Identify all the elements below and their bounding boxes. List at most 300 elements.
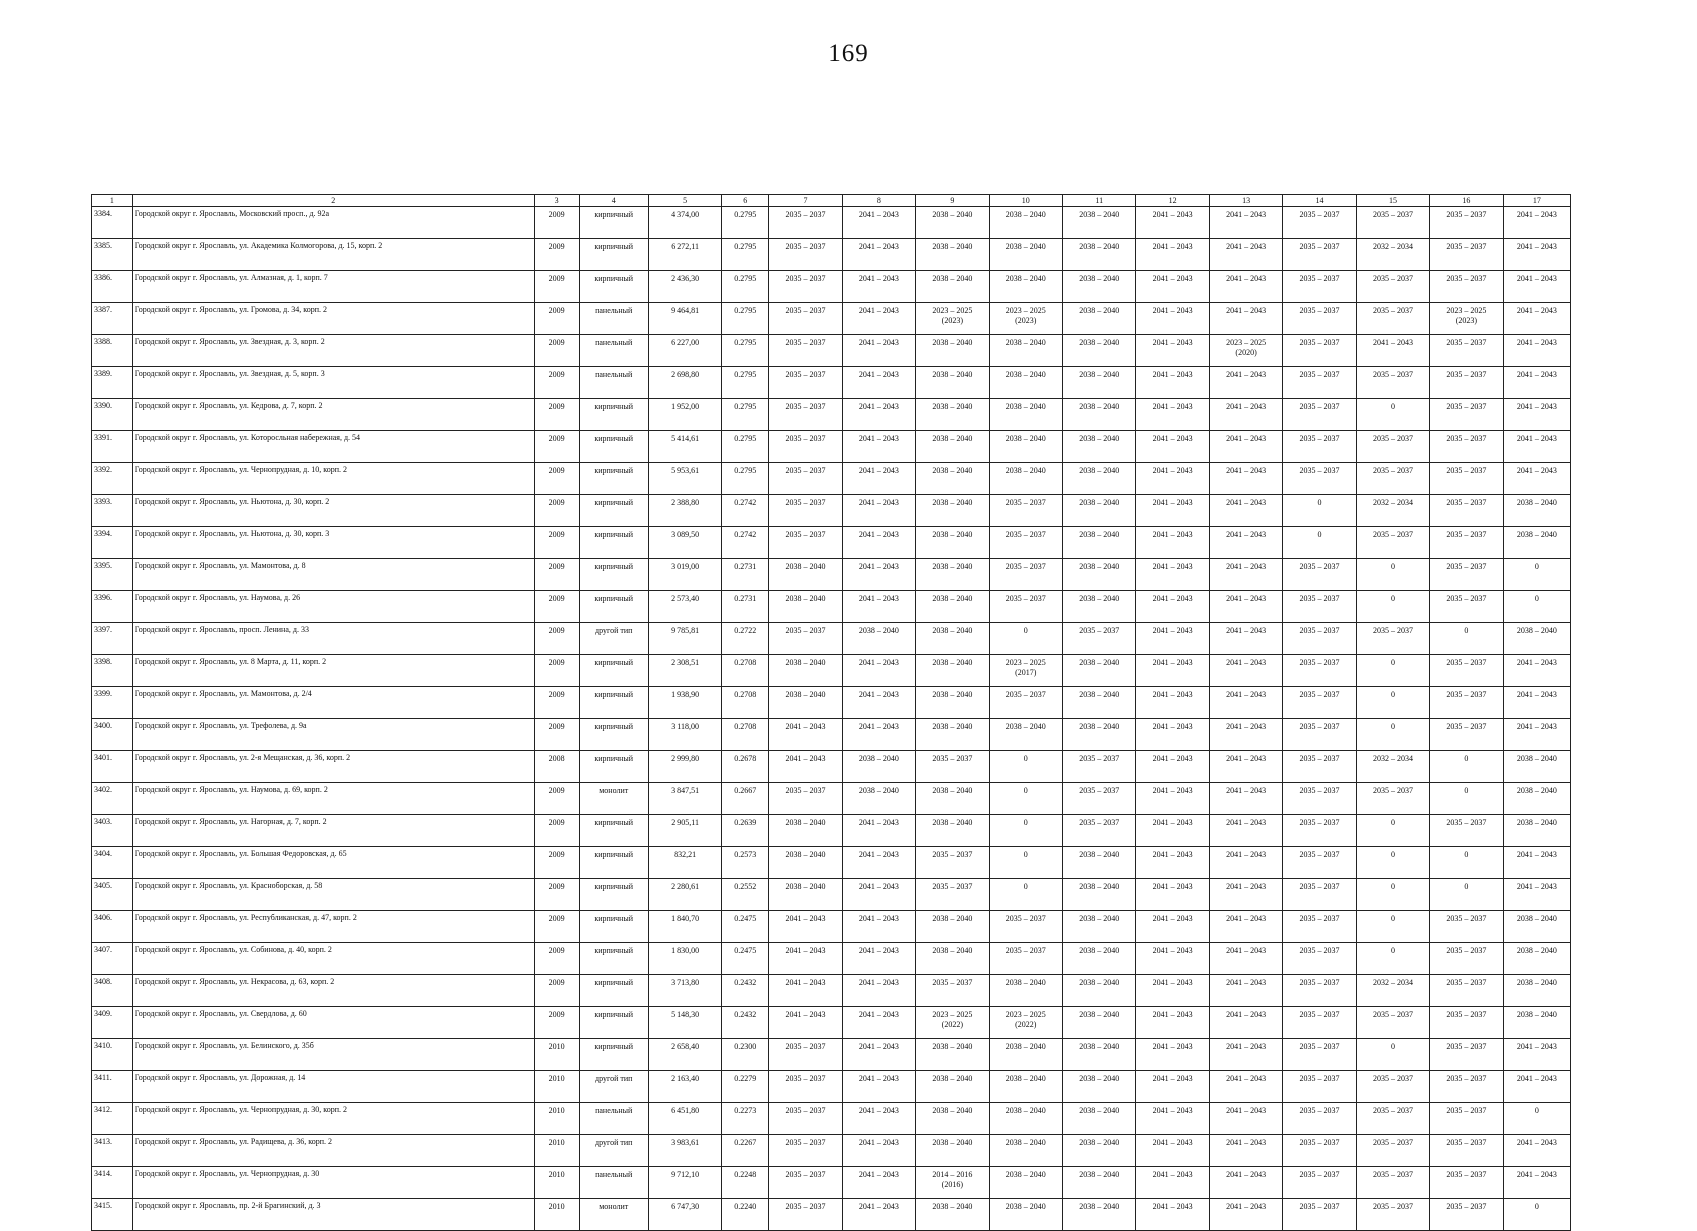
address-cell: Городской округ г. Ярославль, Московский просп., д. 92а	[132, 207, 534, 239]
value-cell: 2038 – 2040	[916, 1103, 989, 1135]
table-row	[92, 655, 1571, 687]
table-row	[92, 399, 1571, 431]
value-cell: 2041 – 2043	[1503, 655, 1570, 687]
address-cell: Городской округ г. Ярославль, ул. Собинова, д. 40, корп. 2	[132, 943, 534, 975]
value-cell: 2038 – 2040	[1063, 975, 1136, 1007]
value-cell: 0	[1356, 1039, 1429, 1071]
value-cell: другой тип	[579, 1135, 648, 1167]
value-cell: 2041 – 2043	[1209, 431, 1282, 463]
value-cell: 832,21	[648, 847, 721, 879]
header-cell: 15	[1356, 195, 1429, 207]
value-cell: 2041 – 2043	[1136, 1167, 1209, 1199]
value-cell: кирпичный	[579, 943, 648, 975]
address-cell: Городской округ г. Ярославль, ул. Радищева, д. 36, корп. 2	[132, 1135, 534, 1167]
value-cell: 2041 – 2043	[769, 975, 842, 1007]
row-number: 3415.	[92, 1199, 133, 1231]
value-cell: 2008	[534, 751, 579, 783]
value-cell: 2038 – 2040	[1503, 783, 1570, 815]
value-cell: 2041 – 2043	[842, 1039, 915, 1071]
value-cell: 2035 – 2037	[1356, 1007, 1429, 1039]
header-cell: 9	[916, 195, 989, 207]
value-cell: 2041 – 2043	[1209, 239, 1282, 271]
value-cell: 2041 – 2043	[1136, 911, 1209, 943]
value-cell: 2041 – 2043	[1209, 399, 1282, 431]
value-cell: 2035 – 2037	[1430, 687, 1503, 719]
row-number: 3400.	[92, 719, 133, 751]
value-cell: 2041 – 2043	[842, 1135, 915, 1167]
table-row	[92, 527, 1571, 559]
value-cell: 2041 – 2043	[1503, 847, 1570, 879]
value-cell: 2041 – 2043	[1209, 591, 1282, 623]
value-cell: 0.2795	[722, 207, 769, 239]
value-cell: кирпичный	[579, 271, 648, 303]
value-cell: 0	[1430, 751, 1503, 783]
value-cell: 2041 – 2043	[842, 911, 915, 943]
value-cell: 2009	[534, 495, 579, 527]
value-cell: 2041 – 2043	[842, 943, 915, 975]
value-cell: 2035 – 2037	[1356, 271, 1429, 303]
address-cell: Городской округ г. Ярославль, ул. Свердлова, д. 60	[132, 1007, 534, 1039]
value-cell: 2041 – 2043	[842, 367, 915, 399]
value-cell: 0.2667	[722, 783, 769, 815]
address-cell: Городской округ г. Ярославль, ул. Которосльная набережная, д. 54	[132, 431, 534, 463]
value-cell: 2038 – 2040	[916, 687, 989, 719]
value-cell: 2035 – 2037	[1063, 623, 1136, 655]
value-cell: 9 785,81	[648, 623, 721, 655]
value-cell: 2041 – 2043	[1136, 239, 1209, 271]
value-cell: 2041 – 2043	[1503, 1039, 1570, 1071]
value-cell: 2041 – 2043	[842, 1007, 915, 1039]
value-cell: 2038 – 2040	[989, 367, 1062, 399]
value-cell: 2038 – 2040	[989, 207, 1062, 239]
address-cell: Городской округ г. Ярославль, ул. Мамонтова, д. 8	[132, 559, 534, 591]
value-cell: кирпичный	[579, 399, 648, 431]
value-cell: 2041 – 2043	[1503, 335, 1570, 367]
value-cell: 2035 – 2037	[1283, 815, 1356, 847]
table-row	[92, 719, 1571, 751]
table-row	[92, 911, 1571, 943]
value-cell: панельный	[579, 1167, 648, 1199]
value-cell: 2035 – 2037	[769, 239, 842, 271]
value-cell: 0	[1430, 783, 1503, 815]
row-number: 3409.	[92, 1007, 133, 1039]
value-cell: 0	[1503, 559, 1570, 591]
value-cell: 2041 – 2043	[1503, 687, 1570, 719]
value-cell: кирпичный	[579, 559, 648, 591]
value-cell: 2038 – 2040	[1063, 399, 1136, 431]
value-cell: 2038 – 2040	[916, 335, 989, 367]
table-row	[92, 687, 1571, 719]
address-cell: Городской округ г. Ярославль, просп. Ленина, д. 33	[132, 623, 534, 655]
value-cell: 2038 – 2040	[1503, 623, 1570, 655]
header-cell: 1	[92, 195, 133, 207]
value-cell: 2035 – 2037	[1430, 911, 1503, 943]
value-cell: 2035 – 2037	[769, 271, 842, 303]
value-cell: 2035 – 2037	[769, 1135, 842, 1167]
value-cell: 2041 – 2043	[1209, 495, 1282, 527]
value-cell: 2041 – 2043	[1136, 719, 1209, 751]
value-cell: 2041 – 2043	[1503, 463, 1570, 495]
header-cell: 2	[132, 195, 534, 207]
value-cell: 2041 – 2043	[1136, 559, 1209, 591]
value-cell: 2038 – 2040	[916, 591, 989, 623]
value-cell: 2038 – 2040	[1063, 495, 1136, 527]
value-cell: 0.2795	[722, 431, 769, 463]
value-cell: 2041 – 2043	[842, 239, 915, 271]
value-cell: 3 089,50	[648, 527, 721, 559]
value-cell: 2035 – 2037	[769, 495, 842, 527]
row-number: 3411.	[92, 1071, 133, 1103]
value-cell: 6 451,80	[648, 1103, 721, 1135]
value-cell: панельный	[579, 1103, 648, 1135]
table-row	[92, 303, 1571, 335]
row-number: 3387.	[92, 303, 133, 335]
table-row	[92, 783, 1571, 815]
table-row	[92, 943, 1571, 975]
table-row	[92, 239, 1571, 271]
value-cell: 0.2722	[722, 623, 769, 655]
value-cell: 2035 – 2037	[989, 559, 1062, 591]
value-cell: 3 713,80	[648, 975, 721, 1007]
value-cell: 2035 – 2037	[916, 879, 989, 911]
value-cell: 2038 – 2040	[916, 207, 989, 239]
value-cell: 2035 – 2037	[1283, 239, 1356, 271]
value-cell: 0.2795	[722, 335, 769, 367]
value-cell: 2009	[534, 655, 579, 687]
value-cell: 6 227,00	[648, 335, 721, 367]
value-cell: 0.2742	[722, 495, 769, 527]
table-row	[92, 1103, 1571, 1135]
value-cell: 2035 – 2037	[916, 847, 989, 879]
value-cell: 2038 – 2040	[989, 1039, 1062, 1071]
value-cell: 2038 – 2040	[916, 1199, 989, 1231]
value-cell: 2038 – 2040	[1503, 751, 1570, 783]
value-cell: 2009	[534, 943, 579, 975]
value-cell: 2038 – 2040	[916, 239, 989, 271]
value-cell: 2038 – 2040	[1063, 559, 1136, 591]
value-cell: 3 019,00	[648, 559, 721, 591]
value-cell: 2041 – 2043	[842, 399, 915, 431]
value-cell: 0	[989, 815, 1062, 847]
value-cell: 2038 – 2040	[1503, 975, 1570, 1007]
address-cell: Городской округ г. Ярославль, ул. 2-я Мещанская, д. 36, корп. 2	[132, 751, 534, 783]
value-cell: 2010	[534, 1071, 579, 1103]
value-cell: 2041 – 2043	[1136, 1039, 1209, 1071]
value-cell: 2041 – 2043	[1503, 879, 1570, 911]
value-cell: 2038 – 2040	[1063, 207, 1136, 239]
header-cell: 17	[1503, 195, 1570, 207]
value-cell: 2035 – 2037	[769, 1199, 842, 1231]
value-cell: кирпичный	[579, 815, 648, 847]
value-cell: 0	[1356, 559, 1429, 591]
value-cell: 1 952,00	[648, 399, 721, 431]
value-cell: 2009	[534, 911, 579, 943]
value-cell: 2038 – 2040	[989, 463, 1062, 495]
table-row	[92, 1167, 1571, 1199]
value-cell: 2 698,80	[648, 367, 721, 399]
value-cell: 2035 – 2037	[769, 463, 842, 495]
header-cell: 16	[1430, 195, 1503, 207]
value-cell: 2041 – 2043	[1209, 1167, 1282, 1199]
value-cell: кирпичный	[579, 719, 648, 751]
value-cell: 2041 – 2043	[1209, 911, 1282, 943]
value-cell: 2035 – 2037	[1283, 1039, 1356, 1071]
value-cell: 2038 – 2040	[1063, 431, 1136, 463]
value-cell: 2038 – 2040	[916, 399, 989, 431]
value-cell: 2035 – 2037	[1283, 1103, 1356, 1135]
row-number: 3386.	[92, 271, 133, 303]
value-cell: 2038 – 2040	[1063, 271, 1136, 303]
value-cell: 2038 – 2040	[769, 655, 842, 687]
value-cell: 2038 – 2040	[916, 1071, 989, 1103]
value-cell: 0.2475	[722, 943, 769, 975]
value-cell: кирпичный	[579, 527, 648, 559]
value-cell: 2041 – 2043	[1136, 783, 1209, 815]
value-cell: 2038 – 2040	[989, 1071, 1062, 1103]
value-cell: 2041 – 2043	[1209, 719, 1282, 751]
value-cell: 2035 – 2037	[1356, 1103, 1429, 1135]
value-cell: 2035 – 2037	[1430, 1199, 1503, 1231]
value-cell: 2038 – 2040	[989, 271, 1062, 303]
row-number: 3408.	[92, 975, 133, 1007]
value-cell: 0	[989, 879, 1062, 911]
table-row	[92, 495, 1571, 527]
value-cell: кирпичный	[579, 751, 648, 783]
table-row	[92, 975, 1571, 1007]
row-number: 3398.	[92, 655, 133, 687]
value-cell: 2009	[534, 719, 579, 751]
value-cell: 2038 – 2040	[1063, 719, 1136, 751]
value-cell: 2010	[534, 1039, 579, 1071]
value-cell: 2009	[534, 623, 579, 655]
value-cell: кирпичный	[579, 591, 648, 623]
value-cell: 0.2432	[722, 1007, 769, 1039]
value-cell: 2010	[534, 1199, 579, 1231]
value-cell: 2 905,11	[648, 815, 721, 847]
value-cell: 2038 – 2040	[1063, 655, 1136, 687]
value-cell: 2041 – 2043	[1209, 655, 1282, 687]
value-cell: 0.2248	[722, 1167, 769, 1199]
value-cell: 2009	[534, 879, 579, 911]
value-cell: 2041 – 2043	[1136, 431, 1209, 463]
value-cell: 2035 – 2037	[1430, 719, 1503, 751]
value-cell: 2038 – 2040	[1063, 591, 1136, 623]
value-cell: 2035 – 2037	[769, 1071, 842, 1103]
value-cell: 0	[1356, 687, 1429, 719]
value-cell: 2038 – 2040	[916, 815, 989, 847]
value-cell: 2035 – 2037	[1283, 655, 1356, 687]
value-cell: 2041 – 2043	[769, 719, 842, 751]
address-cell: Городской округ г. Ярославль, ул. Звездная, д. 3, корп. 2	[132, 335, 534, 367]
value-cell: 2041 – 2043	[1503, 1135, 1570, 1167]
value-cell: 2009	[534, 463, 579, 495]
header-cell: 5	[648, 195, 721, 207]
value-cell: 2038 – 2040	[989, 239, 1062, 271]
value-cell: 2041 – 2043	[1136, 463, 1209, 495]
table-row	[92, 591, 1571, 623]
value-cell: 0.2795	[722, 239, 769, 271]
row-number: 3384.	[92, 207, 133, 239]
address-cell: Городской округ г. Ярославль, ул. Громова, д. 34, корп. 2	[132, 303, 534, 335]
value-cell: 3 118,00	[648, 719, 721, 751]
value-cell: 2041 – 2043	[842, 1167, 915, 1199]
registry-body	[92, 195, 1571, 1231]
value-cell: 2035 – 2037	[1283, 623, 1356, 655]
value-cell: 2035 – 2037	[1430, 943, 1503, 975]
value-cell: 0.2300	[722, 1039, 769, 1071]
table-row	[92, 1007, 1571, 1039]
value-cell: 2041 – 2043	[769, 911, 842, 943]
value-cell: кирпичный	[579, 687, 648, 719]
value-cell: 0	[1356, 399, 1429, 431]
value-cell: 2038 – 2040	[916, 783, 989, 815]
value-cell: 2035 – 2037	[1356, 463, 1429, 495]
value-cell: 2035 – 2037	[1063, 751, 1136, 783]
value-cell: 2035 – 2037	[1283, 367, 1356, 399]
value-cell: 2041 – 2043	[1209, 847, 1282, 879]
row-number: 3385.	[92, 239, 133, 271]
value-cell: 2038 – 2040	[769, 847, 842, 879]
value-cell: 2041 – 2043	[842, 1199, 915, 1231]
value-cell: 2035 – 2037	[1430, 559, 1503, 591]
value-cell: 2035 – 2037	[1063, 783, 1136, 815]
value-cell: 2041 – 2043	[1209, 207, 1282, 239]
value-cell: 2035 – 2037	[1430, 1071, 1503, 1103]
value-cell: 0	[1356, 911, 1429, 943]
value-cell: 2035 – 2037	[1063, 815, 1136, 847]
row-number: 3406.	[92, 911, 133, 943]
value-cell: 2038 – 2040	[1063, 911, 1136, 943]
value-cell: 2010	[534, 1135, 579, 1167]
value-cell: 2035 – 2037	[1283, 719, 1356, 751]
value-cell: 0	[1356, 719, 1429, 751]
value-cell: 2035 – 2037	[1283, 271, 1356, 303]
value-cell: другой тип	[579, 1071, 648, 1103]
value-cell: 2035 – 2037	[1356, 1167, 1429, 1199]
value-cell: 2009	[534, 1007, 579, 1039]
value-cell: 2038 – 2040	[916, 1039, 989, 1071]
value-cell: 2038 – 2040	[769, 559, 842, 591]
row-number: 3395.	[92, 559, 133, 591]
value-cell: 0	[1356, 815, 1429, 847]
value-cell: 2035 – 2037	[989, 943, 1062, 975]
value-cell: 2041 – 2043	[1209, 815, 1282, 847]
value-cell: 2035 – 2037	[989, 591, 1062, 623]
value-cell: 2035 – 2037	[989, 495, 1062, 527]
value-cell: 4 374,00	[648, 207, 721, 239]
value-cell: 2038 – 2040	[769, 815, 842, 847]
address-cell: Городской округ г. Ярославль, ул. Наумова, д. 26	[132, 591, 534, 623]
value-cell: 2023 – 2025 (2022)	[916, 1007, 989, 1039]
value-cell: 2041 – 2043	[1209, 751, 1282, 783]
value-cell: 2041 – 2043	[1209, 303, 1282, 335]
value-cell: 2035 – 2037	[1283, 687, 1356, 719]
value-cell: 2038 – 2040	[1063, 687, 1136, 719]
table-row	[92, 431, 1571, 463]
row-number: 3402.	[92, 783, 133, 815]
value-cell: 2038 – 2040	[1503, 1007, 1570, 1039]
value-cell: 2041 – 2043	[842, 335, 915, 367]
value-cell: 2032 – 2034	[1356, 751, 1429, 783]
value-cell: 2 388,80	[648, 495, 721, 527]
value-cell: 2009	[534, 367, 579, 399]
value-cell: 2023 – 2025 (2022)	[989, 1007, 1062, 1039]
value-cell: 2023 – 2025 (2020)	[1209, 335, 1282, 367]
value-cell: 2041 – 2043	[1136, 623, 1209, 655]
value-cell: 2041 – 2043	[1209, 783, 1282, 815]
header-cell: 11	[1063, 195, 1136, 207]
value-cell: 0.2795	[722, 367, 769, 399]
value-cell: монолит	[579, 783, 648, 815]
value-cell: кирпичный	[579, 239, 648, 271]
table-row	[92, 559, 1571, 591]
value-cell: 2009	[534, 591, 579, 623]
value-cell: 2038 – 2040	[1063, 943, 1136, 975]
value-cell: другой тип	[579, 623, 648, 655]
value-cell: 2038 – 2040	[1503, 911, 1570, 943]
value-cell: 2038 – 2040	[916, 367, 989, 399]
value-cell: 2 163,40	[648, 1071, 721, 1103]
value-cell: 2041 – 2043	[1136, 591, 1209, 623]
value-cell: 2041 – 2043	[1136, 1007, 1209, 1039]
value-cell: 2041 – 2043	[1503, 719, 1570, 751]
value-cell: 2009	[534, 239, 579, 271]
value-cell: 2035 – 2037	[1430, 271, 1503, 303]
value-cell: 2035 – 2037	[769, 783, 842, 815]
value-cell: 2041 – 2043	[842, 207, 915, 239]
value-cell: 0	[1503, 1199, 1570, 1231]
value-cell: 2041 – 2043	[1356, 335, 1429, 367]
value-cell: 2009	[534, 687, 579, 719]
value-cell: 2038 – 2040	[989, 335, 1062, 367]
value-cell: 1 938,90	[648, 687, 721, 719]
value-cell: 2038 – 2040	[989, 399, 1062, 431]
table-row	[92, 1135, 1571, 1167]
value-cell: 2035 – 2037	[1430, 1167, 1503, 1199]
value-cell: 2035 – 2037	[769, 335, 842, 367]
value-cell: 5 953,61	[648, 463, 721, 495]
value-cell: 2032 – 2034	[1356, 975, 1429, 1007]
value-cell: 0	[1283, 495, 1356, 527]
value-cell: 0.2678	[722, 751, 769, 783]
value-cell: 0	[1430, 847, 1503, 879]
header-cell: 10	[989, 195, 1062, 207]
value-cell: 5 148,30	[648, 1007, 721, 1039]
value-cell: 0.2708	[722, 687, 769, 719]
value-cell: 2035 – 2037	[769, 1039, 842, 1071]
value-cell: 2 658,40	[648, 1039, 721, 1071]
value-cell: 2035 – 2037	[1283, 303, 1356, 335]
value-cell: 0	[989, 783, 1062, 815]
address-cell: Городской округ г. Ярославль, пр. 2-й Брагинский, д. 3	[132, 1199, 534, 1231]
value-cell: 2035 – 2037	[1283, 463, 1356, 495]
value-cell: 2009	[534, 847, 579, 879]
value-cell: 0.2273	[722, 1103, 769, 1135]
value-cell: 2041 – 2043	[1503, 1071, 1570, 1103]
value-cell: 2032 – 2034	[1356, 239, 1429, 271]
value-cell: 2035 – 2037	[1430, 1007, 1503, 1039]
value-cell: 2041 – 2043	[842, 495, 915, 527]
value-cell: 2041 – 2043	[1209, 879, 1282, 911]
value-cell: 2035 – 2037	[1283, 1007, 1356, 1039]
address-cell: Городской округ г. Ярославль, ул. Ньютона, д. 30, корп. 3	[132, 527, 534, 559]
value-cell: 2035 – 2037	[1430, 527, 1503, 559]
value-cell: 2041 – 2043	[1209, 1103, 1282, 1135]
row-number: 3396.	[92, 591, 133, 623]
value-cell: 2038 – 2040	[1063, 527, 1136, 559]
value-cell: панельный	[579, 303, 648, 335]
value-cell: 2035 – 2037	[1283, 879, 1356, 911]
